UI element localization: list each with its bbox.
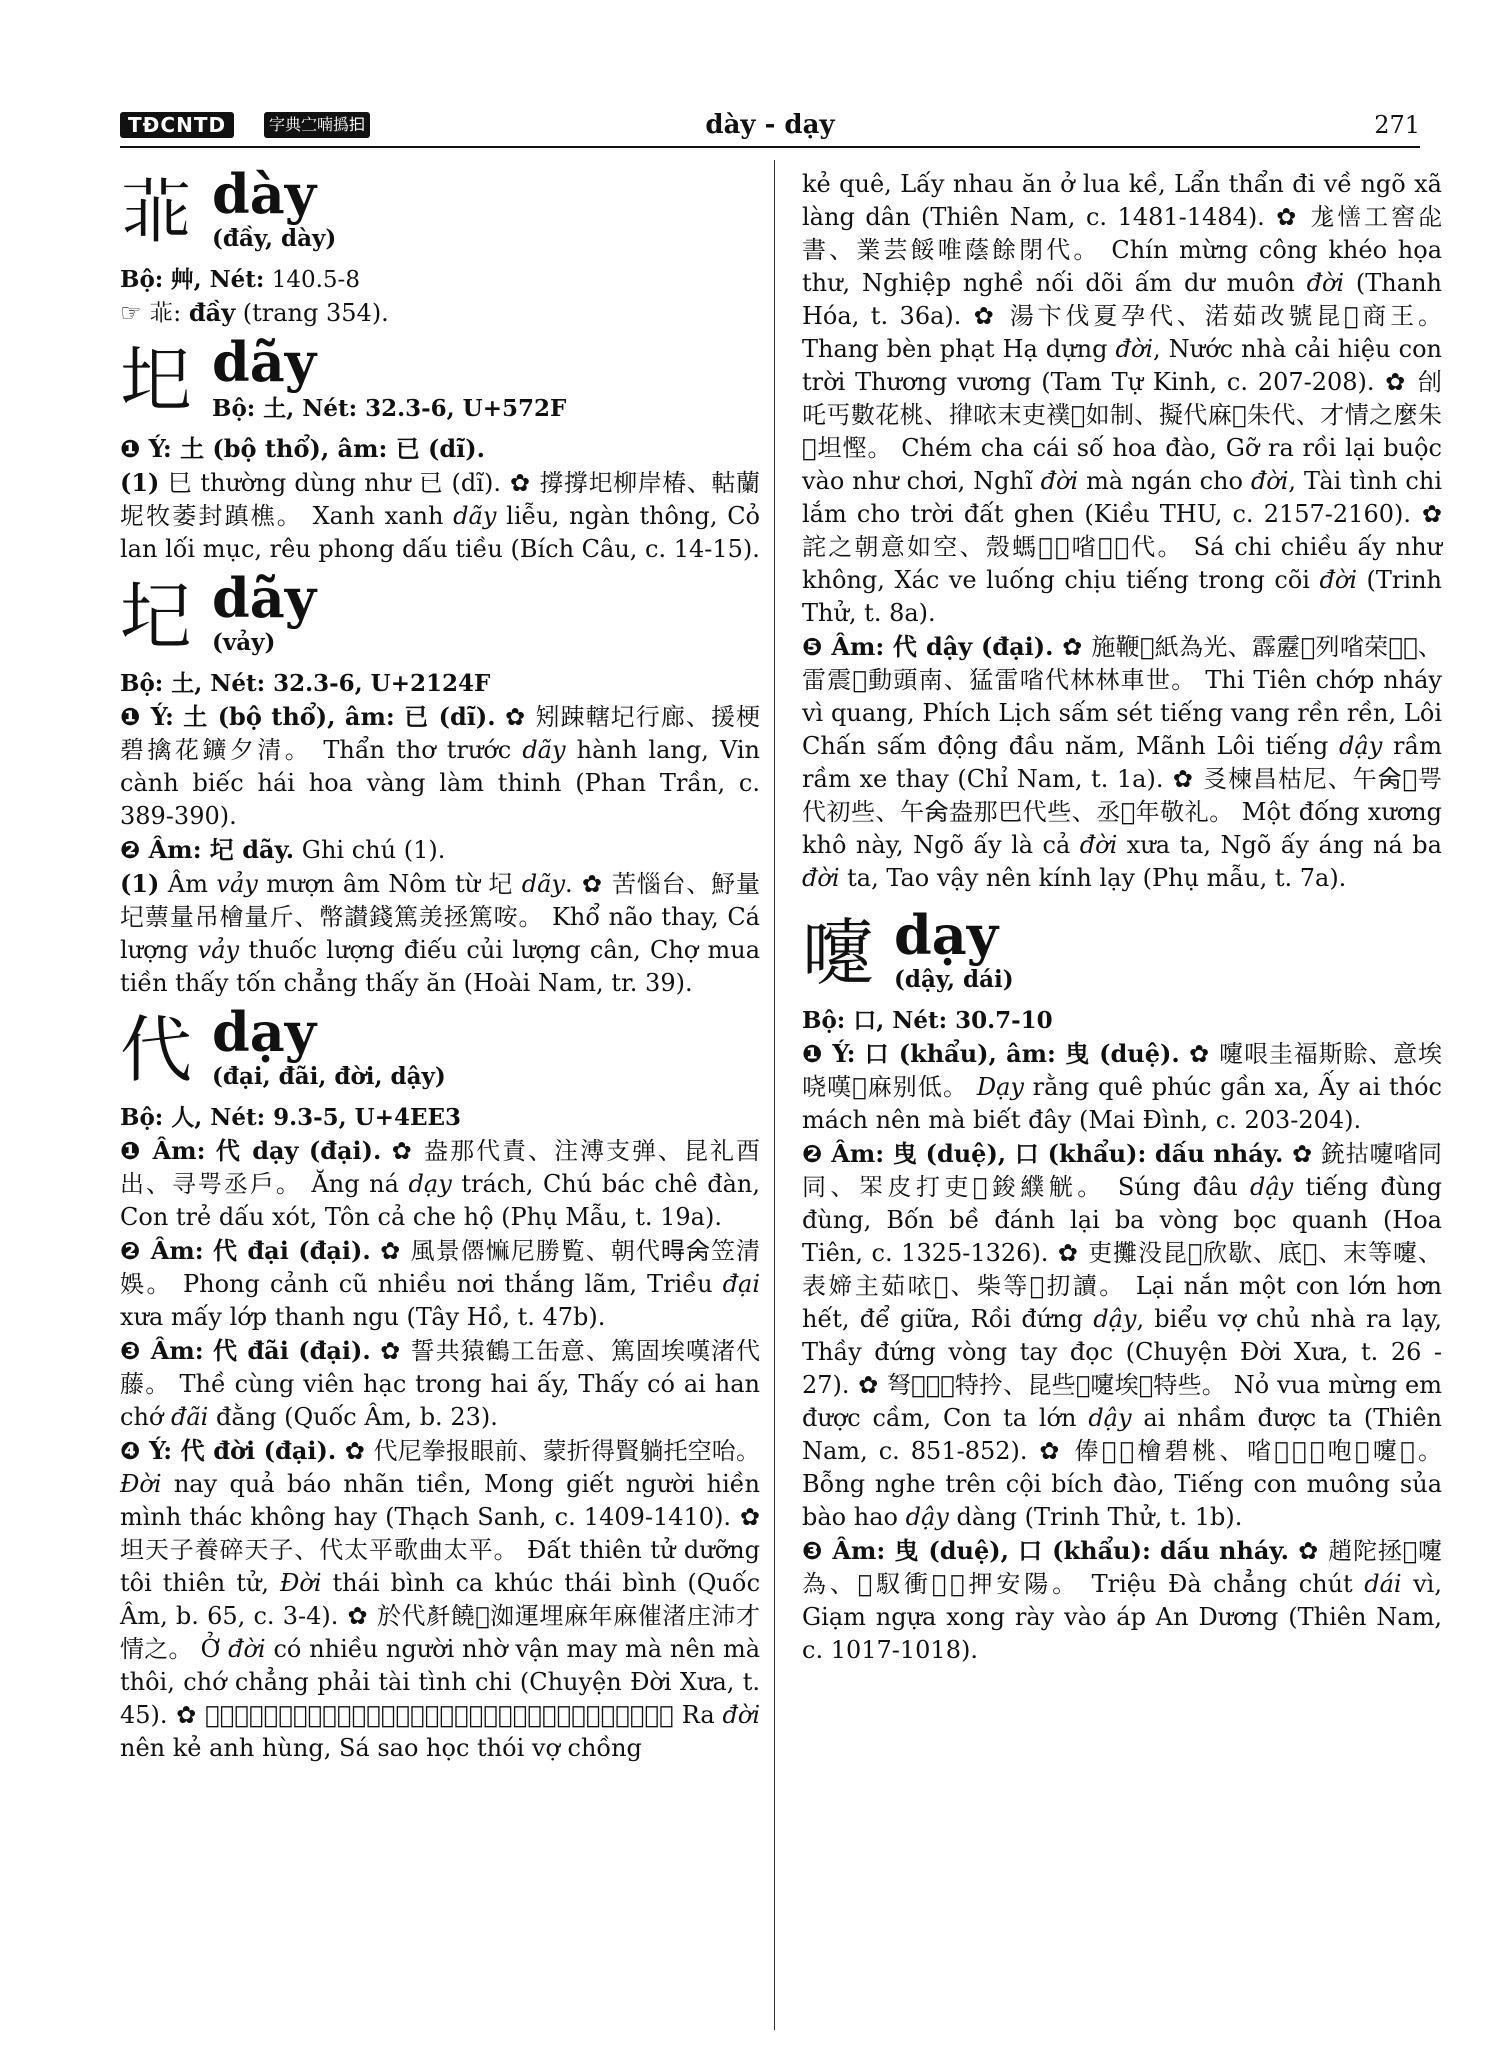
running-title: dày - dạy xyxy=(705,110,835,140)
flower-icon: ✿ xyxy=(1283,1140,1321,1168)
entry-day-5 xyxy=(802,903,1443,1667)
xref-char: 𦮃: xyxy=(141,299,189,327)
page-header xyxy=(120,110,1420,150)
note-label: (1) xyxy=(120,468,160,497)
translation: thái bình ca khúc thái bình (Quốc Âm, b. 65, c. 3-4). xyxy=(120,1569,761,1630)
translation: Triệu Đà chẳng chút xyxy=(1080,1570,1365,1598)
han-nom-quote: 誓共猿鶴工缶意、篤固埃嘆渚代藤。 xyxy=(120,1337,761,1398)
han-nom-quote: 施鞭𤈜紙為光、霹靂𩆢列㗂荣𠽖𠽖、雷震𩆢動頭南、猛雷㗂代林林車世。 xyxy=(802,633,1443,694)
keyword: đời xyxy=(1250,467,1289,495)
han-nom-quote: 吏攤没昆𡗉欣歇、底𥪝、末等嚔、表媂主茹𠲖𢷀、柴等𦀊㧅讀。 xyxy=(802,1239,1442,1300)
sense-number: ❷ xyxy=(120,1237,142,1265)
sense-3 xyxy=(802,1534,1442,1667)
sense-3 xyxy=(120,1334,760,1434)
translation: dàng (Trinh Thử, t. 1b). xyxy=(948,1503,1243,1531)
keyword: đời xyxy=(1319,566,1357,594)
entry-character: 圯 xyxy=(120,338,193,422)
flower-icon: ✿ xyxy=(167,1701,206,1729)
translation: đằng (Quốc Âm, b. 23). xyxy=(208,1403,498,1431)
sense-head: Ý: 代 đời (đại). xyxy=(140,1436,337,1465)
entry-character: 代 xyxy=(120,1008,193,1092)
flower-icon: ✿ xyxy=(1163,765,1204,793)
translation: Ra xyxy=(673,1701,723,1729)
keyword: đời xyxy=(1115,335,1153,363)
entry-meta: Bộ: 人, Nét: 9.3-5, U+4EE3 xyxy=(120,1104,462,1131)
right-column xyxy=(802,168,1442,1673)
keyword: đại xyxy=(722,1270,760,1298)
entry-day-2 xyxy=(120,330,761,566)
han-nom-quote: 於代𠦳饒𩵜洳運埋麻年麻催渚庄沛才情之。 xyxy=(120,1602,760,1663)
keyword: Đời xyxy=(120,1470,162,1498)
translation: ta, Tao vậy nên kính lạy (Phụ mẫu, t. 7a). xyxy=(839,864,1347,892)
keyword: đời xyxy=(1079,831,1118,859)
entry-head xyxy=(120,566,760,668)
keyword: dậy xyxy=(905,1503,949,1531)
translation: ai nhầm được ta (Thiên Nam, c. 851-852). xyxy=(802,1404,1442,1465)
entry-head xyxy=(120,162,760,264)
flower-icon: ✿ xyxy=(849,1371,887,1399)
flower-icon: ✿ xyxy=(338,1602,377,1630)
translation: nay quả báo nhãn tiền, Mong giết người hiền mình thác không hay (Thạch Sanh, c. 1409-1410). xyxy=(120,1470,760,1531)
keyword: đời xyxy=(1306,269,1345,297)
flower-icon: ✿ xyxy=(495,703,536,731)
translation: nên kẻ anh hùng, Sá sao học thói vợ chồng xyxy=(120,1734,642,1762)
han-nom-quote: 湯卞伐夏孕代、渃茹改號昆𡗶商王。 xyxy=(1009,302,1443,330)
note-text: Âm xyxy=(159,870,217,898)
column-divider xyxy=(774,160,775,2030)
translation: xưa ta, Ngõ ấy áng ná ba xyxy=(1117,831,1442,859)
han-nom-quote: 撐撐圯柳岸椿、軲蘭坭牧萎封蹎樵。 xyxy=(120,469,760,530)
sense-1 xyxy=(120,432,760,466)
translation: Thang bèn phạt Hạ dựng xyxy=(802,335,1116,363)
translation: có nhiều người nhờ vận may mà nên mà thôi, chớ chẳng phải tài tình chi (Chuyện Đời Xưa, t. 45). xyxy=(120,1635,761,1729)
han-nom-quote: 苦惱台、魣量圮蔈量吊檜量斤、幣讃錢篤羙拯篤咹。 xyxy=(120,870,760,931)
entry-day-3 xyxy=(120,566,761,1000)
sense-1 xyxy=(120,700,760,833)
entry-character: 嚔 xyxy=(802,911,875,995)
entry-character: 圮 xyxy=(120,574,193,658)
translation: (Trinh Thử, t. 8a). xyxy=(802,566,1442,627)
sense-number: ❸ xyxy=(802,1537,824,1565)
sense-head: Ý: 口 (khẩu), âm: 曳 (duệ). xyxy=(823,1039,1180,1068)
translation: Chín mừng công khéo họa thư, Nghiệp nghề nối dõi ấm dư muôn xyxy=(802,236,1443,297)
translation: , Nước nhà cải hiệu con trời Thương vương (Tam Tự Kinh, c. 207-208). xyxy=(802,335,1442,396)
translation: (Thanh Hóa, t. 36a). xyxy=(802,269,1442,330)
variant-readings: (đại, đãi, đời, dậy) xyxy=(212,1063,446,1090)
han-nom-quote: 俸𦖑𨕭檜碧桃、㗂𤞼𤠄𠽐咆𣻆嚔𣅶。 xyxy=(1074,1437,1442,1465)
keyword: dậy xyxy=(1093,1305,1137,1333)
xref-link[interactable]: đầy xyxy=(188,298,236,327)
entry-head xyxy=(120,330,760,432)
translation: Thi Tiên chớp nháy vì quang, Phích Lịch sấm sét tiếng vang rền rền, Lôi Chấn sấm động đầu năm, Mãnh Lôi tiếng xyxy=(802,666,1442,760)
sense-head: Âm: 代 dạy (đại). xyxy=(142,1136,382,1165)
han-nom-quote: 銃𢫈嚔㗂同同、𦊚皮打吏𢀲鋑纀觥。 xyxy=(802,1140,1443,1201)
entry-day-4-continued xyxy=(802,168,1442,895)
variant-readings: (dậy, dái) xyxy=(894,966,1014,993)
translation: Sá chi chiều ấy như không, Xác ve luống chịu tiếng trong cõi xyxy=(802,533,1443,594)
translation: rằng quê phúc gần xa, Ấy ai thóc mách nên mà biết đây (Mai Đình, c. 203-204). xyxy=(802,1073,1442,1134)
sense-number: ❶ xyxy=(120,435,141,463)
keyword: vảy xyxy=(216,870,258,898)
note-label: (1) xyxy=(120,869,160,898)
sense-number: ❶ xyxy=(120,703,142,731)
note-ref: Ghi chú (1). xyxy=(294,836,446,864)
sense-head: Âm: 代 đại (đại). xyxy=(141,1236,371,1265)
entry-character: 𦮃 xyxy=(120,170,193,254)
note-text: . xyxy=(565,870,573,898)
translation: hành lang, Vin cành biếc hái hoa vàng làm thinh (Phan Trần, c. 389-390). xyxy=(120,736,760,830)
translation: Thề cùng viên hạc trong hai ấy, Thấy có ai han chớ xyxy=(120,1370,760,1431)
sense-number: ❷ xyxy=(802,1140,823,1168)
keyword: Đời xyxy=(280,1569,322,1597)
flower-icon: ✿ xyxy=(500,469,540,497)
radical: 艸, xyxy=(170,266,210,293)
han-nom-quote: 風景𠎣𢠩尼勝覧、朝代𣈜𠇮笠清娛。 xyxy=(120,1237,761,1298)
translation: trách, Chú bác chê đàn, Con trẻ dấu xót, Tôn cả che hộ (Phụ Mẫu, t. 19a). xyxy=(120,1170,760,1231)
entry-meta: Bộ: 土, Nét: 32.3-6, U+2124F xyxy=(120,670,491,697)
han-nom-quote: 趙陀拯𢬣嚔為、𨀎馭衝𢩮𠓀押安陽。 xyxy=(802,1537,1442,1598)
flower-icon: ✿ xyxy=(1374,368,1418,396)
han-nom-quote: 詫之朝意如空、殼螞𡍙𦋦㗂𣈜𡓇代。 xyxy=(802,533,1184,561)
keyword: Dạy xyxy=(976,1073,1024,1101)
han-nom-quote: 𦋦代𢧚几英雄、詫牢学態媎𡢐几圭、𥈺饒咹於盧𡍚、𠦳矧𢀭術𦖻社廊民。 xyxy=(205,1701,674,1729)
flower-icon: ✿ xyxy=(961,302,1010,330)
xref-page: (trang 354). xyxy=(235,299,389,327)
entry-head xyxy=(802,903,1442,1005)
flower-icon: ✿ xyxy=(1288,1537,1329,1565)
translation: , biểu vợ chủ nhà ra lạy, Thầy đứng vòng tay đọc (Chuyện Đời Xưa, t. 26 - 27). xyxy=(802,1305,1442,1399)
translation: Phong cảnh cũ nhiều nơi thắng lãm, Triều xyxy=(172,1270,723,1298)
keyword: đời xyxy=(228,1635,266,1663)
translation: Đất thiên tử dưỡng tôi thiên tử, xyxy=(120,1536,760,1597)
sense-number: ❶ xyxy=(802,1040,824,1068)
headword: dày xyxy=(212,162,317,226)
han-nom-quote: 嚔哏圭福斯賒、意埃哓嘆𨁪麻别低。 xyxy=(802,1040,1443,1101)
sense-4 xyxy=(120,1434,760,1765)
headword: dãy xyxy=(212,330,317,394)
translation: Thẩn thơ trước xyxy=(312,736,523,764)
net-label: Nét: xyxy=(209,266,265,293)
sense-2 xyxy=(120,1234,760,1334)
sense-head: Âm: 代 đãi (đại). xyxy=(141,1336,371,1365)
translation: liễu, ngàn thông, Cỏ lan lối mục, rêu phong dấu tiều (Bích Câu, c. 14-15). xyxy=(120,502,761,563)
sense-2 xyxy=(802,1137,1442,1534)
logo-right: 字典㝉喃撝𢪏 xyxy=(264,112,370,138)
left-column xyxy=(120,162,761,1771)
keyword: dái xyxy=(1364,1570,1402,1598)
translation: Ăng ná xyxy=(301,1170,409,1198)
keyword: dạy xyxy=(408,1170,452,1198)
sense-2 xyxy=(120,833,760,867)
translation: thuốc lượng điếu củi lượng cân, Chợ mua tiền thấy tốn chẳng thấy ăn (Hoài Nam, tr. 39). xyxy=(120,936,761,997)
stroke-count: 140.5-8 xyxy=(264,267,360,293)
entry-day-1 xyxy=(120,162,760,330)
page-number: 271 xyxy=(1374,111,1420,139)
translation: Một đống xương khô này, Ngõ ấy là cả xyxy=(802,798,1442,859)
headword: dãy xyxy=(212,566,317,630)
keyword: đãi xyxy=(170,1403,209,1431)
han-nom-quote: 尨𢢆工窖㕾書、業芸餒唯蔭餘閉代。 xyxy=(802,203,1442,264)
translation: mà ngán cho xyxy=(1078,467,1251,495)
flower-icon: ✿ xyxy=(381,1137,425,1165)
keyword: dãy xyxy=(521,870,566,898)
flower-icon: ✿ xyxy=(1048,1239,1089,1267)
keyword: dậy xyxy=(1339,732,1383,760)
sense-number: ❺ xyxy=(802,633,823,661)
keyword: đời xyxy=(722,1701,761,1729)
note-text: mượn âm Nôm từ 圮 xyxy=(257,870,522,898)
keyword: đời xyxy=(802,864,840,892)
han-nom-quote: 坦天子養碎天子、代太平歌曲太平。 xyxy=(120,1536,519,1564)
han-nom-quote: 弩𢜠𢘾𡛔特扲、昆些𡘯嚔埃𥋴特些。 xyxy=(886,1371,1226,1399)
bo-label: Bộ: xyxy=(120,266,164,293)
entry-meta xyxy=(120,264,760,296)
logo-left: TĐCNTD xyxy=(120,112,234,138)
flower-icon: ✿ xyxy=(1264,203,1311,231)
flower-icon: ✿ xyxy=(1027,1437,1075,1465)
sense-number: ❹ xyxy=(120,1437,141,1465)
header-rule xyxy=(120,146,1420,148)
keyword: vảy xyxy=(197,936,240,964)
translation: kẻ quê, Lấy nhau ăn ở lua kề, Lẩn thẩn đi về ngõ xã làng dân (Thiên Nam, c. 1481-1484). xyxy=(802,170,1442,231)
note-1 xyxy=(120,867,760,1000)
translation: Bỗng nghe trên cội bích đào, Tiếng con muông sủa bào hao xyxy=(802,1470,1442,1531)
translation: vì, Giạm ngựa xong rày vào áp An Dương (Thiên Nam, c. 1017-1018). xyxy=(802,1570,1442,1664)
keyword: dậy xyxy=(1249,1173,1294,1201)
headword: dạy xyxy=(212,1000,317,1064)
keyword: đời xyxy=(1040,467,1079,495)
han-nom-quote: 㕛楝昌枯尼、午𠇮𡨹咢代初些、午𠇮盎那巴代些、丞𡗶年敬礼。 xyxy=(802,765,1442,826)
entry-meta: Bộ: 口, Nét: 30.7-10 xyxy=(802,1007,1053,1034)
sense-4-continued xyxy=(802,168,1442,630)
sense-number: ❸ xyxy=(120,1337,142,1365)
flower-icon: ✿ xyxy=(1053,633,1092,661)
entry-head xyxy=(120,1000,760,1102)
translation: , Tài tình chi lắm cho trời đất ghen (Kiều THU, c. 2157-2160). xyxy=(802,467,1443,528)
keyword: dãy xyxy=(522,736,566,764)
entry-day-4 xyxy=(120,1000,761,1765)
sense-head: Âm: 曳 (duệ), 口 (khẩu): dấu nháy. xyxy=(822,1139,1284,1168)
sense-head: Âm: 曳 (duệ), 口 (khẩu): dấu nháy. xyxy=(823,1536,1289,1565)
sense-head: Âm: 代 dậy (đại). xyxy=(822,632,1054,661)
sense-1 xyxy=(120,1134,760,1234)
cross-reference xyxy=(120,296,760,330)
translation: Nỏ vua mừng em được cầm, Con ta lớn xyxy=(802,1371,1442,1432)
translation: tiếng đùng đùng, Bốn bề đánh lại ba vòng bọc quanh (Hoa Tiên, c. 1325-1326). xyxy=(802,1173,1442,1267)
flower-icon: ✿ xyxy=(370,1337,411,1365)
headword: dạy xyxy=(894,903,999,967)
translation: rầm rầm xe thay (Chỉ Nam, t. 1a). xyxy=(802,732,1442,793)
sense-head: Âm: 圮 dãy. xyxy=(140,835,295,864)
sense-number: ❷ xyxy=(120,836,141,864)
variant-readings: (đầy, dày) xyxy=(212,225,337,252)
translation: Súng đâu xyxy=(1105,1173,1250,1201)
han-nom-quote: 刣吒丐數花桃、𢯰𠲖末吏襆𠃅如制、擬代麻𠴍朱代、才情之麼朱𡗶坦慳。 xyxy=(802,368,1442,462)
translation: Khổ não thay, Cá lượng xyxy=(120,903,760,964)
sense-1 xyxy=(802,1037,1442,1137)
han-nom-quote: 盎那代責、注溥支弹、昆礼酉出、寻咢丞戶。 xyxy=(120,1137,760,1198)
flower-icon: ✿ xyxy=(572,870,612,898)
note-text: 巳 thường dùng như 已 (dĩ). xyxy=(159,469,501,497)
pointing-hand-icon: ☞ xyxy=(120,299,142,327)
translation: Lại nắn một con lớn hơn hết, để giữa, Rồi đứng xyxy=(802,1272,1442,1333)
han-nom-quote: 代尼拳报眼前、蒙折得賢躺托空咍。 xyxy=(373,1437,761,1465)
keyword: dãy xyxy=(453,502,497,530)
sense-head: Ý: 土 (bộ thổ), âm: 已 (dĩ). xyxy=(141,702,496,731)
sense-number: ❶ xyxy=(120,1137,143,1165)
flower-icon: ✿ xyxy=(731,1503,761,1531)
flower-icon: ✿ xyxy=(1411,500,1443,528)
keyword: dậy xyxy=(1088,1404,1132,1432)
translation: Chém cha cái số hoa đào, Gỡ ra rồi lại buộc vào như chơi, Nghĩ xyxy=(802,434,1443,495)
entry-meta: Bộ: 土, Nét: 32.3-6, U+572F xyxy=(212,395,567,422)
han-nom-quote: 矧踈轄圮行廊、援梗碧擒花鑛夕清。 xyxy=(120,703,761,764)
sense-head: Ý: 土 (bộ thổ), âm: 已 (dĩ). xyxy=(140,434,486,463)
translation: xưa mấy lớp thanh ngu (Tây Hồ, t. 47b). xyxy=(120,1303,606,1331)
translation: Ở xyxy=(192,1635,229,1663)
translation: Xanh xanh xyxy=(302,502,454,530)
note-1 xyxy=(120,466,760,566)
flower-icon: ✿ xyxy=(370,1237,411,1265)
variant-readings: (vảy) xyxy=(212,629,276,656)
sense-5 xyxy=(802,630,1442,895)
flower-icon: ✿ xyxy=(336,1437,374,1465)
flower-icon: ✿ xyxy=(1179,1040,1220,1068)
